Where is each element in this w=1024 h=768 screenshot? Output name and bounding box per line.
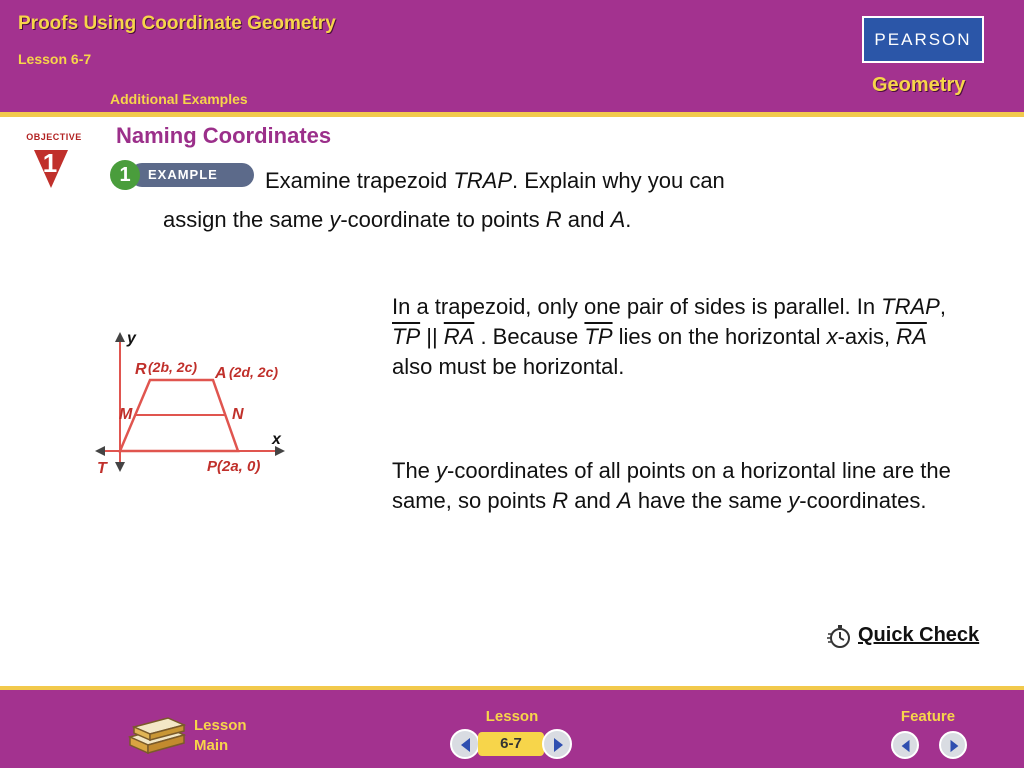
lesson-nav-label: Lesson [485,708,539,725]
example-badge [110,160,254,190]
point-t-label: T [97,460,107,477]
objective-number: 1 [42,148,58,178]
point-a-label: A [215,365,227,382]
point-r-label: R [135,361,147,378]
header-divider [0,112,1024,117]
lesson-prev-button[interactable] [450,729,480,759]
explanation-paragraph-2: The y-coordinates of all points on a horizontal line are the same, so points R and A have the same y-coordinates. [392,458,951,513]
chapter-title: Proofs Using Coordinate Geometry [18,13,336,34]
section-label: Additional Examples [110,91,248,107]
point-n-label: N [232,406,244,423]
lesson-main-label-1[interactable]: Lesson [194,717,247,734]
pearson-logo: PEARSON [862,16,984,63]
trapezoid-figure [95,325,305,480]
x-axis-arrow-left [95,446,105,456]
objective-badge [14,132,94,178]
x-axis-label: x [272,431,281,448]
subject-label: Geometry [872,74,966,96]
arrow-right-icon [550,737,566,753]
y-axis-arrow-down [115,462,125,472]
example-prompt-line-1: Examine trapezoid TRAP. Explain why you can [265,168,725,193]
point-p-label: P(2a, 0) [207,458,261,475]
example-prompt-line-2: assign the same y-coordinate to points R and A. [163,207,632,232]
example-number: 1 [110,160,140,190]
objective-label: OBJECTIVE [26,132,82,142]
arrow-left-icon [899,739,913,753]
lesson-main-label-2[interactable]: Main [194,737,229,754]
books-icon[interactable] [126,713,188,759]
quick-check-label[interactable]: Quick Check [858,624,980,646]
feature-nav-label: Feature [900,708,956,725]
feature-next-button[interactable] [939,731,967,759]
stopwatch-icon [826,624,852,650]
lesson-next-button[interactable] [542,729,572,759]
example-label: EXAMPLE [130,163,254,187]
y-axis-label: y [127,330,136,347]
arrow-right-icon [947,739,961,753]
point-a-coord: (2d, 2c) [229,364,279,380]
lesson-number: 6-7 [478,732,544,756]
footer-divider [0,686,1024,690]
y-axis-arrow-up [115,332,125,342]
page-title: Naming Coordinates [116,123,332,148]
explanation-paragraph-1: In a trapezoid, only one pair of sides is parallel. In TRAP, $\overline{TP}$ || $\overline{RA}$ . Because $\overline{TP}$ lies on the horizontal x-axis, $\overline{RA}$ also must be horizontal. [392,294,946,379]
feature-prev-button[interactable] [891,731,919,759]
lesson-label: Lesson 6-7 [18,51,92,67]
arrow-left-icon [458,737,474,753]
point-r-coord: (2b, 2c) [148,359,198,375]
point-m-label: M [119,406,133,423]
